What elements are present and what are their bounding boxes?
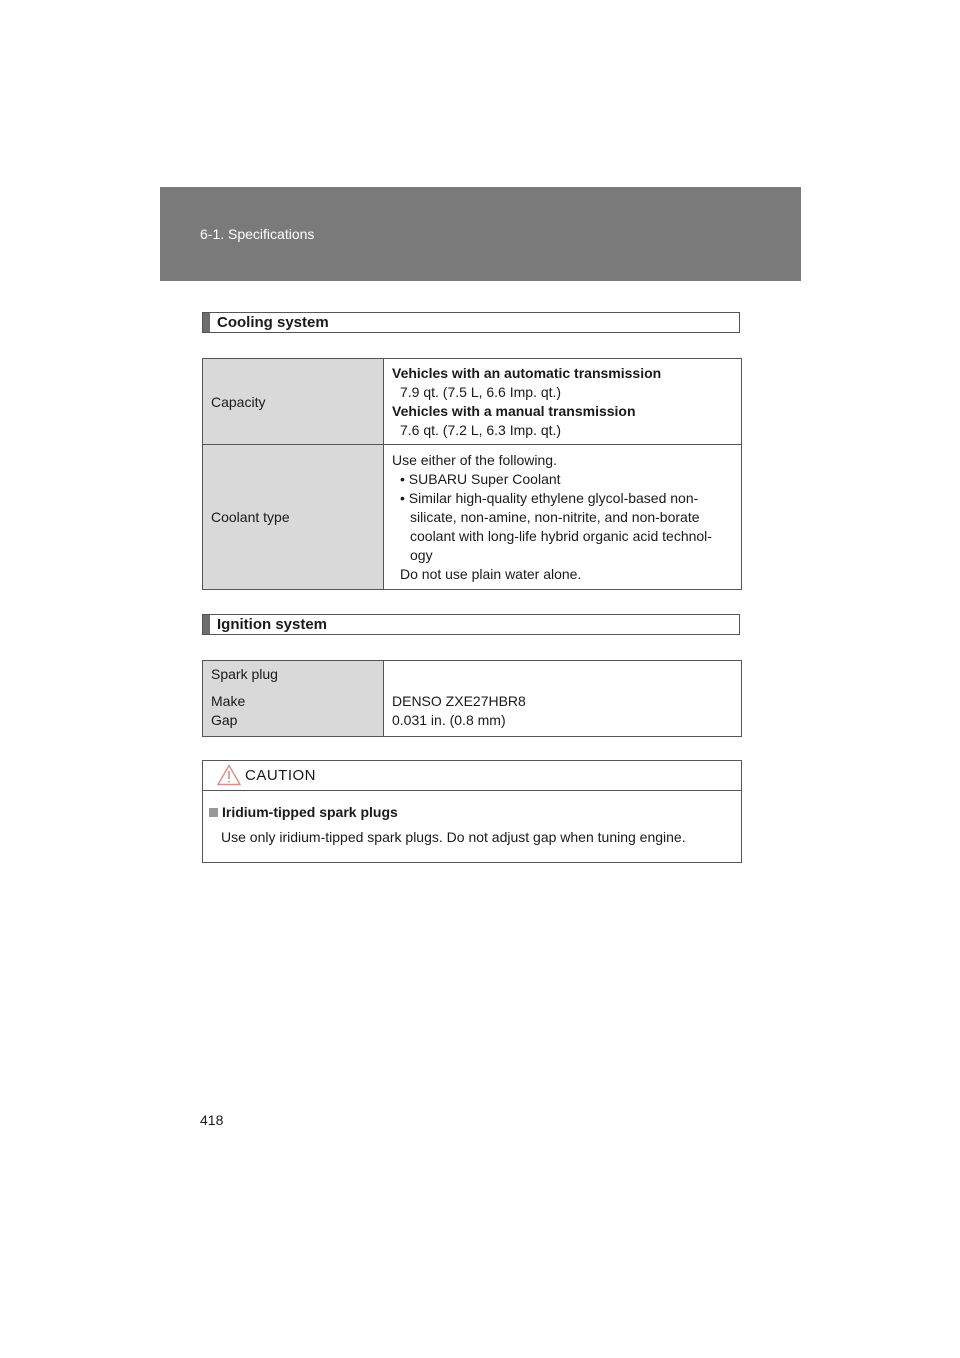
manual-transmission-value: 7.6 qt. (7.2 L, 6.3 Imp. qt.) xyxy=(400,421,562,438)
manual-transmission-heading: Vehicles with a manual transmission xyxy=(392,402,636,419)
table-row xyxy=(203,661,742,737)
heading-accent xyxy=(203,313,210,332)
spark-plug-label: Spark plug xyxy=(211,666,278,682)
coolant-option: • SUBARU Super Coolant xyxy=(400,470,561,487)
cooling-system-heading xyxy=(202,312,740,333)
cooling-system-table xyxy=(202,358,742,590)
ignition-system-heading xyxy=(202,614,740,635)
heading-accent xyxy=(203,615,210,634)
capacity-label: Capacity xyxy=(203,359,384,445)
ignition-system-table xyxy=(202,660,742,737)
coolant-type-value xyxy=(384,445,742,590)
caution-box xyxy=(202,760,742,863)
make-value: DENSO ZXE27HBR8 xyxy=(392,693,526,709)
auto-transmission-heading: Vehicles with an automatic transmission xyxy=(392,364,662,381)
caution-text: Use only iridium-tipped spark plugs. Do not adjust gap when tuning engine. xyxy=(221,829,686,845)
coolant-intro: Use either of the following. xyxy=(392,451,557,468)
coolant-option-cont: silicate, non-amine, non-nitrite, and non-borate xyxy=(410,508,700,525)
table-row xyxy=(203,359,742,445)
section-heading: 6-1. Specifications xyxy=(200,226,315,242)
spark-plug-values xyxy=(384,661,742,737)
make-label: Make xyxy=(211,693,246,709)
caution-label: CAUTION xyxy=(245,767,316,784)
gap-label: Gap xyxy=(211,712,238,728)
gap-value: 0.031 in. (0.8 mm) xyxy=(392,712,506,728)
coolant-option-cont: ogy xyxy=(410,546,433,563)
spark-plug-labels xyxy=(203,661,384,737)
page-number: 418 xyxy=(200,1112,224,1128)
caution-title-text: Iridium-tipped spark plugs xyxy=(222,804,398,820)
warning-triangle-icon xyxy=(217,764,241,791)
capacity-value xyxy=(384,359,742,445)
coolant-type-label: Coolant type xyxy=(203,445,384,590)
coolant-option-cont: coolant with long-life hybrid organic acid technol- xyxy=(410,527,712,544)
coolant-note: Do not use plain water alone. xyxy=(400,565,582,582)
table-row xyxy=(203,445,742,590)
ignition-system-title: Ignition system xyxy=(217,616,328,633)
caution-header xyxy=(203,761,741,791)
auto-transmission-value: 7.9 qt. (7.5 L, 6.6 Imp. qt.) xyxy=(400,383,562,400)
cooling-system-title: Cooling system xyxy=(217,314,329,331)
caution-title xyxy=(209,804,398,820)
square-bullet-icon xyxy=(209,808,218,817)
coolant-option: • Similar high-quality ethylene glycol-based non- xyxy=(400,489,699,506)
